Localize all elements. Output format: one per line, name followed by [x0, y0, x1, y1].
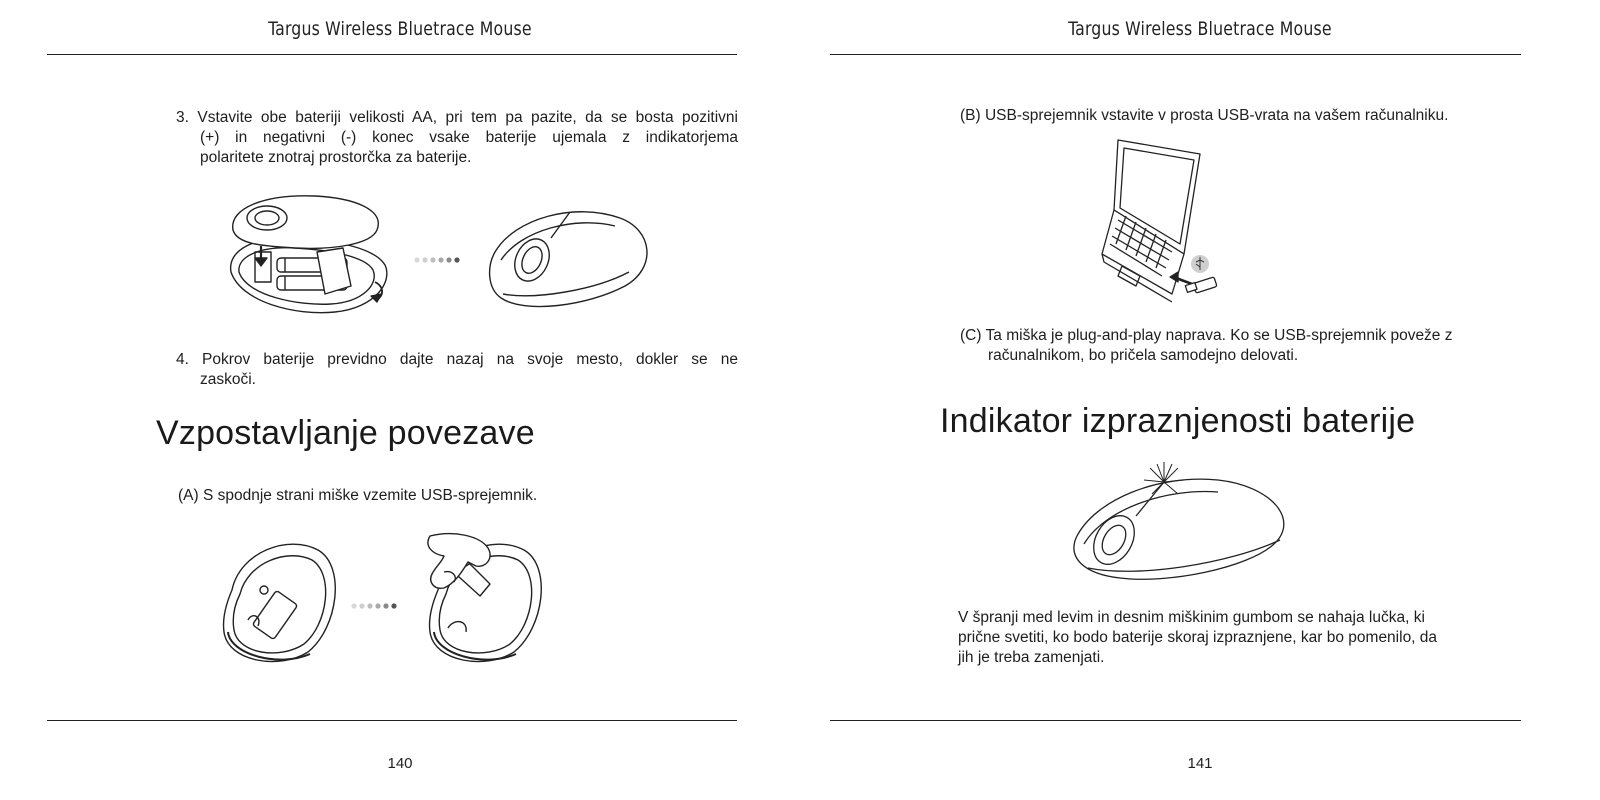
- right-page: [800, 0, 1600, 800]
- header-rule: [47, 54, 737, 55]
- page-number: 140: [387, 755, 413, 772]
- step-a-text: (A) S spodnje strani miške vzemite USB-sprejemnik.: [178, 487, 538, 504]
- section-heading-battery-indicator: Indikator izpraznjenosti baterije: [940, 402, 1416, 440]
- page-header: Targus Wireless Bluetrace Mouse: [1068, 18, 1332, 40]
- footer-rule: [830, 720, 1521, 721]
- step-4-text: 4. Pokrov baterije previdno dajte nazaj na svoje mesto, dokler se ne zaskoči.: [176, 351, 738, 388]
- page-number: 141: [1187, 755, 1213, 772]
- step-b-text: (B) USB-sprejemnik vstavite v prosta USB-vrata na vašem računalniku.: [960, 107, 1449, 124]
- page-header: Targus Wireless Bluetrace Mouse: [268, 18, 532, 40]
- progress-dots: [414, 257, 459, 262]
- laptop-usb-illustration: [1100, 136, 1230, 296]
- battery-indicator-text: V špranji med levim in desnim miškinim gumbom se nahaja lučka, ki prične svetiti, ko bodo baterije skoraj izpraznjene, kar bo pomenilo, da jih je treba zamenjati.: [958, 609, 1438, 666]
- receiver-removal-illustration: [218, 532, 548, 667]
- footer-rule: [47, 720, 737, 721]
- step-c-text: (C) Ta miška je plug-and-play naprava. Ko se USB-sprejemnik poveže z računalnikom, bo pričela samodejno delovati.: [960, 327, 1453, 364]
- battery-indicator-illustration: [1068, 460, 1300, 584]
- progress-dots: [351, 603, 396, 608]
- header-rule: [830, 54, 1521, 55]
- step-3-text: 3. Vstavite obe bateriji velikosti AA, pri tem pa pazite, da se bosta pozitivni (+) in negativni (-) konec vsake baterije ujemala z indikatorjema polaritete znotraj prostorčka za baterije.: [176, 109, 738, 166]
- battery-insert-illustration: [225, 190, 655, 325]
- section-heading-connection: Vzpostavljanje povezave: [156, 414, 535, 452]
